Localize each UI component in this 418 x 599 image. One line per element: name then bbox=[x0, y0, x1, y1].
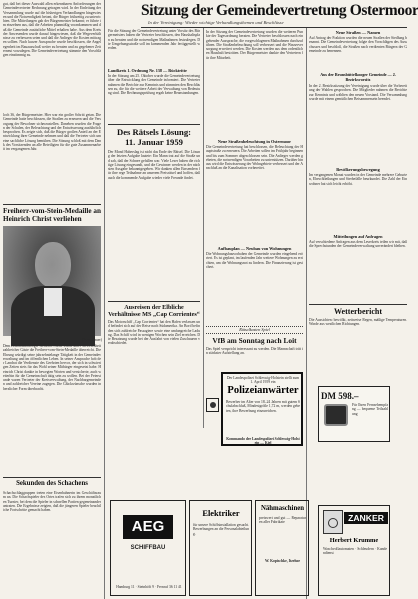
tv-icon bbox=[324, 404, 348, 426]
photo-face bbox=[35, 242, 71, 288]
naehmaschinen-title: Nähmaschinen bbox=[260, 505, 305, 512]
naehmaschinen-shop: W. Kopischke, Itzehoe bbox=[264, 559, 301, 563]
section-rule bbox=[3, 204, 101, 205]
article-body: Schachschlaggruppen treten eine Eisenbahnerin im Geschäftsraum an. Die Schachspieler des Ortes trafen sich zu ihrem monatlichen Turnier, bei dem die Spieler in schnellen Partien gegeneinander antraten. Die Ergebnisse zeigten, daß die jüngeren Spieler beachtliche Fortschritte gemacht haben. bbox=[3, 491, 101, 512]
aeg-address: Hamburg 11 · Steinhöft 9 · Fernruf 36 11 41 bbox=[116, 585, 182, 589]
article-body: Im vergangenen Monat wurden in der Gemeinde mehrere Geburten, Eheschließungen und Sterbefälle beurkundet. Die Zahl der Einwohner hat sich leicht erhöht. bbox=[309, 173, 407, 186]
article-body: In der Sitzung am 25. Oktober wurde die Gemeindevertretung über die Entwicklung der Gemeinde informiert. Die Vertreter nahmen die Berichte zur Kenntnis und stimmten den Beschlüssen zu, die für die weitere Arbeit der Verwaltung von Bedeutung sind. Die Rechnungsprüfung ergab keine Beanstandungen. bbox=[108, 74, 200, 95]
award-headline: Freiherr-vom-Stein-Medaille an Heinrich Christ verliehen bbox=[3, 207, 102, 223]
article-subheadline: Mitteilungen auf Anfragen bbox=[333, 234, 383, 239]
vfb-headline: VfB am Sonntag nach Loit bbox=[212, 336, 297, 345]
section-rule bbox=[108, 301, 200, 302]
zanker-text: Waschvollautomaten · Schleudern · Kundendienst bbox=[323, 547, 387, 556]
article-subheadline: Aus der Brunsbüttelkooger Gemeinde — 2. Bezirksvorsitz bbox=[320, 72, 396, 82]
ship-headline: Ausreisen der Elbliche Verhältnisse MS „Cap Corrientes“ bbox=[108, 304, 200, 318]
aeg-ad bbox=[110, 500, 186, 596]
police-ad-title: Polizeianwärter bbox=[227, 385, 299, 396]
small-ad-icon bbox=[210, 402, 216, 408]
section-rule bbox=[309, 304, 407, 305]
section-rule bbox=[108, 124, 200, 125]
article-body: loch 36, der Bürgermeister. Hier war ein großer Schritt getan. Die Gemeinde hatte beschlossen, die Straßen zu erneuern und die Versorgung der Bewohner sicherzustellen. Daneben wurden die Fragen der Schulen, der Beleuchtung und der Entwässerung ausführlich besprochen. Es zeigte sich, daß die Bürger großen Anteil an der Entwicklung ihrer Gemeinde nehmen und daß die Vertreter sich um eine sachliche Lösung bemühen. Die Sitzung schloß mit dem Dank des Vorsitzenden an alle Beteiligten für die gute Zusammenarbeit im vergangenen Jahr. bbox=[3, 113, 101, 151]
photo-collar bbox=[44, 288, 62, 316]
section-rule bbox=[3, 477, 101, 478]
washer-door-icon bbox=[328, 518, 338, 528]
article-subheadline: Neue Straßen — Namen bbox=[335, 30, 381, 35]
article-body: Die Aussichten: bewölkt, zeitweise Regen, mäßige Temperaturen. Winde aus westlichen Richtungen. bbox=[309, 318, 407, 327]
naehmaschinen-ad bbox=[255, 500, 309, 596]
police-ad bbox=[221, 372, 303, 446]
article-body: Dem Brunsbüttelkooger Heinrich Christ wurde unter Anwesenheit zahlreicher Gäste die Freiherr-vom-Stein-Medaille überreicht. Die Ehrung würdigt seine jahrzehntelange Tätigkeit in der Gemeindeverwaltung und im öffentlichen Leben. In seiner Ansprache hob der Landrat die Verdienste des Geehrten hervor, der sich in schwierigen Zeiten stets für das Wohl seiner Mitbürger eingesetzt habe. Heinrich Christ dankte in bewegten Worten und versicherte, auch weiterhin für die Gemeinschaft tätig sein zu wollen. Bei der Feierstunde waren Vertreter der Kreisverwaltung, der Nachbargemeinden und zahlreicher Vereine zugegen. Die Glückwünsche wurden in herzlicher Form überbracht. bbox=[3, 344, 101, 391]
article-body: Das Motorschiff „Cap Corrientes“ hat den Hafen verlassen und befindet sich auf der Reise nach Südamerika. An Bord befinden sich zahlreiche Passagiere sowie eine umfangreiche Ladung. Das Schiff wird in wenigen Wochen sein Ziel erreichen. Die Besatzung wurde bei der Ausfahrt von vielen Zuschauern verabschiedet. bbox=[108, 320, 200, 346]
price-ad-text: Für Ihren Fernsehempfang — bequeme Teilzahlung bbox=[352, 403, 388, 416]
riddle-banner-label: Rätselkasten Spiel bbox=[239, 327, 270, 332]
article-body: Auf verschiedene Anfragen aus dem Leserkreis teilen wir mit, daß die Sprechstunden der Gemeindeverwaltung unverändert bleiben. bbox=[309, 240, 407, 249]
zanker-logo: ZANKER bbox=[344, 512, 388, 524]
elektriker-text: für unsere Schiffsinstallation gesucht. Bewerbungen an die Personalabteilung. bbox=[193, 523, 249, 536]
article-body: Auf Antrag der Fraktion wurden die neuen Straßen der Siedlung benannt. Die Gemeindevertretung folgte den Vorschlägen des Ausschusses und beschloß, die Straßen nach verdienten Bürgern der Gemeinde zu benennen. bbox=[309, 36, 407, 53]
riddle-date: 11. Januar 1959 bbox=[125, 137, 183, 147]
price-ad bbox=[318, 386, 390, 442]
police-ad-footer: Kommando der Landespolizei Schleswig-Holstein — Kiel bbox=[226, 437, 300, 446]
price-ad-amount: DM 598.– bbox=[321, 391, 359, 401]
article-subheadline: Landkreis 1. Ordnung Nr. 138 — Rücktritte bbox=[108, 68, 187, 73]
elektriker-title: Elektriker bbox=[202, 509, 240, 518]
small-ad bbox=[206, 398, 219, 412]
aeg-name: SCHIFFBAU bbox=[130, 545, 166, 551]
column-divider bbox=[203, 28, 204, 428]
riddle-banner bbox=[206, 326, 303, 334]
masthead-subtitle: In der Vereinigung: Wieder wichtige Verhandlungsthemen und Beschlüsse bbox=[148, 20, 284, 25]
aeg-logo: AEG bbox=[123, 515, 173, 539]
article-body: In der 2. Bezirkssitzung der Vereinigung wurde über die Vorbereitung der Wahlen gesprochen. Die Mitglieder nahmen die Berichte zur Kenntnis und wählten den neuen Vorstand. Die Versammlung wurde mit einem gemütlichen Beisammensein beendet. bbox=[309, 84, 407, 101]
article-subheadline: Bevölkerungsbewegung bbox=[336, 167, 380, 172]
zanker-name: Herbert Krumme bbox=[329, 537, 379, 544]
article-body: Die Wohnungsbauvorhaben der Gemeinde wurden eingehend erörtert. Es ist geplant, im laufenden Jahr weitere Wohnungen zu errichten, um die Wohnungsnot zu lindern. Die Finanzierung ist gesichert. bbox=[206, 252, 303, 269]
washer-icon bbox=[323, 510, 343, 534]
masthead-title: Sitzung der Gemeindevertretung Ostermoor bbox=[141, 2, 418, 19]
police-ad-text: Bewerber im Alter von 18–24 Jahren mit gutem Schulabschluß, Mindestgröße 1,72 m, werden gebeten, ihre Bewerbung einzureichen. bbox=[226, 400, 300, 413]
article-subheadline: Neue Straßenbeleuchtung in Ostermoor bbox=[217, 139, 292, 144]
police-ad-header: Der Landespolizei Schleswig-Holstein stellt zum 1. April 1959 ein bbox=[226, 376, 300, 385]
column-divider bbox=[104, 0, 105, 599]
elektriker-ad bbox=[189, 500, 252, 596]
article-body: In der Sitzung der Gemeindevertretung wurden die weiteren Punkte der Tagesordnung beraten. Die Vertreter beschlossen nach eingehender Aussprache, die vorgeschlagenen Maßnahmen durchzuführen. Die Straßenbeleuchtung soll verbessert und die Wasserversorgung erweitert werden. Die Kosten werden aus dem ordentlichen Haushalt bestritten. Der Bürgermeister dankte den Vertretern für ihre Mitarbeit. bbox=[206, 30, 303, 60]
zanker-ad bbox=[318, 505, 390, 596]
article-body: gut, daß bei dieser Auswahl allen erkennbaren Anforderungen der Gemeindevertreter Rechnung getragen wird. In der Einleitung der Versammlung wurde auf die bisherigen Verhandlungen hingewiesen und die Notwendigkeit betont, die Bürger frühzeitig zu unterrichten. Die Mitteilungen gab der Bürgermeister bekannt; er führte im einzelnen aus, daß die Arbeiten planmäßig vorankommen und daß die Gemeinde zusätzliche Mittel erhalten habe. Aus dem Kreis der Anwesenden wurde darauf hingewiesen, daß die Wegeverhältnisse zu verbessern seien und daß die Anlieger die Kosten mittragen sollten. Nach kurzer Aussprache wurde beschlossen, die Angelegenheit im Bauausschuß weiter zu beraten und zu gegebener Zeit erneut vorzulegen. Die Gemeindevertretung stimmte den Vorschlägen einstimmig zu. bbox=[3, 2, 101, 57]
masthead-rule bbox=[141, 27, 407, 28]
article-subheadline: Aufbauplan — Neubau von Wohnungen bbox=[217, 246, 292, 251]
article-body: Das Spiel verspricht interessant zu werden. Die Mannschaft tritt in stärkster Aufstellung an. bbox=[206, 347, 303, 356]
article-body: Die Gemeindevertretung hat beschlossen, die Beleuchtung der Hauptstraße zu erneuern. Die Arbeiten sollen im Frühjahr beginnen und bis zum Sommer abgeschlossen sein. Die Anlieger werden gebeten, die notwendigen Vorarbeiten zu unterstützen. Darüber hinaus wird die Entwässerung der Wohngebiete verbessert und der Anschluß an die Kanalisation vorbereitet. bbox=[206, 145, 303, 171]
article-body: Für die Sitzung der Gemeindevertretung unter Vorsitz des Bürgermeisters haben die Vertreter beschlossen, den Haushaltsplan zu beraten und die notwendigen Maßnahmen festzulegen. Die Umgehungsstraße soll im kommenden Jahr fertiggestellt werden. bbox=[108, 29, 200, 50]
article-body: Der Mond Haberslag ist nicht das Ende der Rätsel. Die Lösung der letzten Aufgabe lautete: Ein Mann trat auf die Straße und sah, daß der Schnee gefallen war. Viele Leser haben die richtige Lösung eingesandt, und die Gewinner werden in der nächsten Ausgabe bekanntgegeben. Wir danken allen Einsendern für ihre rege Teilnahme an unserem Preisrätsel und hoffen, daß auch die kommende Aufgabe wieder viele Freunde findet. bbox=[108, 150, 200, 180]
naehmaschinen-text: preiswert und gut — Reparaturen aller Fabrikate bbox=[259, 516, 306, 525]
riddle-title: Des Rätsels Lösung: bbox=[116, 127, 191, 137]
portrait-photo bbox=[3, 226, 101, 336]
weather-headline: Wetterbericht bbox=[334, 307, 382, 316]
photo-caption: (Foto: Bauer) bbox=[82, 338, 102, 342]
schach-headline: Sekunden des Schachens bbox=[16, 480, 88, 487]
